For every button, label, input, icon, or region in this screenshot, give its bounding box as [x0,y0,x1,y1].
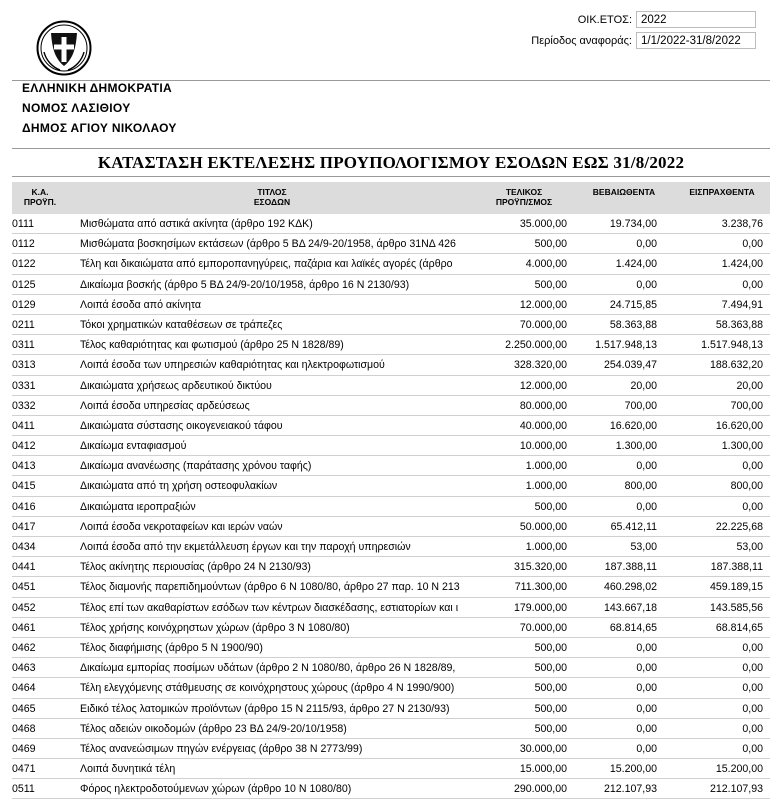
row-budget: 500,00 [534,662,567,675]
report-title: ΚΑΤΑΣΤΑΣΗ ΕΚΤΕΛΕΣΗΣ ΠΡΟΥΠΟΛΟΓΙΣΜΟΥ ΕΣΟΔΩΝ ΕΩΣ 31/8/2022 [97,153,685,172]
row-certified: 143.667,18 [603,601,657,614]
row-title: Δικαίωμα εμπορίας ποσίμων υδάτων (άρθρο 2 Ν 1080/80, άρθρο 26 Ν 1828/89, [80,662,456,675]
row-budget: 2.250.000,00 [505,339,567,352]
row-budget: 711.300,00 [514,581,567,594]
row-collected: 53,00 [736,541,763,553]
table-row [0,537,782,557]
table-row [0,315,782,335]
row-title: Τέλος χρήσης κοινόχρηστων χώρων (άρθρο 3 Ν 1080/80) [80,621,350,634]
table-row [0,376,782,396]
row-code: 0465 [12,702,36,715]
table-row [0,618,782,638]
period-label: Περίοδος αναφοράς: [531,35,632,47]
row-collected: 22.225,68 [715,520,763,533]
row-code: 0112 [12,238,35,251]
row-code: 0511 [12,783,35,796]
row-code: 0464 [12,682,36,695]
row-collected: 0,00 [742,682,763,695]
row-budget: 30.000,00 [519,742,567,755]
row-title: Τέλος επί των ακαθαρίστων εσόδων των κέντρων διασκέδασης, εστιατορίων και ι [80,601,459,614]
row-certified: 0,00 [636,460,657,473]
row-code: 0463 [12,662,36,675]
col-header-certified: ΒΕΒΑΙΩΘΕΝΤΑ [592,187,656,197]
row-title: Δικαίωμα ενταφιασμού [80,440,187,453]
row-title: Τέλος καθαριότητας και φωτισμού (άρθρο 25 Ν 1828/89) [80,339,344,352]
row-budget: 50.000,00 [519,520,567,533]
row-budget: 500,00 [534,500,567,513]
row-budget: 12.000,00 [519,298,567,311]
table-row [0,598,782,618]
row-code: 0462 [12,641,36,654]
row-title: Δικαίωμα βοσκής (άρθρο 5 ΒΔ 24/9-20/10/1958, άρθρο 16 Ν 2130/93) [80,278,410,291]
row-title: Δικαιώματα ιεροπραξιών [80,500,196,513]
row-code: 0461 [12,621,36,634]
row-collected: 800,00 [730,480,763,493]
table-row [0,234,782,254]
row-certified: 1.300,00 [615,440,657,453]
row-title: Μισθώματα από αστικά ακίνητα (άρθρο 192 ΚΔΚ) [80,218,313,230]
row-title: Τέλος ανανεώσιμων πηγών ενέργειας (άρθρο 38 Ν 2773/99) [80,742,363,755]
revenue-table-body [0,214,782,799]
row-code: 0434 [12,541,36,553]
row-certified: 212.107,93 [603,783,657,796]
row-collected: 0,00 [742,238,763,251]
issuer-municipality: ΔΗΜΟΣ ΑΓΙΟΥ ΝΙΚΟΛΑΟΥ [22,121,177,135]
table-row [0,396,782,416]
row-certified: 15.200,00 [609,763,657,776]
row-certified: 800,00 [624,480,657,493]
row-certified: 1.517.948,13 [595,339,657,352]
row-collected: 16.620,00 [715,419,763,432]
row-certified: 20,00 [630,379,657,392]
row-code: 0129 [12,298,36,311]
row-collected: 0,00 [742,742,763,755]
row-collected: 15.200,00 [715,763,763,776]
row-title: Τόκοι χρηματικών καταθέσεων σε τράπεζες [80,318,283,331]
row-budget: 290.000,00 [513,783,567,796]
table-row [0,577,782,597]
row-budget: 1.000,00 [525,460,567,473]
row-budget: 328.320,00 [513,359,567,372]
row-certified: 68.814,65 [609,621,657,634]
table-row [0,658,782,678]
row-collected: 20,00 [736,379,763,392]
row-title: Ειδικό τέλος λατομικών προϊόντων (άρθρο 15 Ν 2115/93, άρθρο 27 Ν 2130/93) [80,702,450,715]
row-code: 0451 [12,581,36,594]
table-row [0,456,782,476]
row-title: Λοιπά έσοδα υπηρεσίας αρδεύσεως [80,399,250,412]
row-budget: 1.000,00 [525,541,567,553]
row-certified: 460.298,02 [603,581,657,594]
table-row [0,295,782,315]
row-code: 0111 [12,218,34,230]
row-certified: 700,00 [624,399,657,412]
row-certified: 19.734,00 [609,218,657,230]
table-row [0,275,782,295]
table-row [0,759,782,779]
row-budget: 40.000,00 [519,419,567,432]
fiscal-year-label: ΟΙΚ.ΕΤΟΣ: [577,14,632,26]
row-certified: 53,00 [630,541,657,553]
row-certified: 0,00 [636,702,657,715]
row-certified: 16.620,00 [609,419,657,432]
issuer-prefecture: ΝΟΜΟΣ ΛΑΣΙΘΙΟΥ [22,101,131,115]
table-row [0,557,782,577]
row-certified: 187.388,11 [604,561,657,574]
row-title: Λοιπά δυνητικά τέλη [80,763,176,776]
row-code: 0331 [12,379,36,392]
table-row [0,638,782,658]
table-row [0,355,782,375]
row-code: 0122 [12,258,36,271]
fiscal-year-row [520,11,780,29]
table-row [0,739,782,759]
row-budget: 500,00 [534,641,567,654]
row-code: 0125 [12,278,36,291]
row-budget: 35.000,00 [519,218,567,230]
row-certified: 0,00 [636,641,657,654]
row-budget: 12.000,00 [519,379,567,392]
row-budget: 70.000,00 [519,621,567,634]
row-code: 0452 [12,601,36,614]
fiscal-year-field: 2022 [636,11,756,28]
row-collected: 3.238,76 [721,218,763,230]
row-certified: 0,00 [636,238,657,251]
row-collected: 0,00 [742,460,763,473]
row-code: 0471 [12,763,36,776]
row-budget: 4.000,00 [525,258,567,271]
row-budget: 10.000,00 [519,440,567,453]
row-certified: 1.424,00 [615,258,657,271]
table-header [12,182,770,214]
row-collected: 0,00 [742,702,763,715]
row-code: 0311 [12,339,35,352]
table-row [0,436,782,456]
row-collected: 1.517.948,13 [701,339,763,352]
row-title: Λοιπά έσοδα από ακίνητα [80,298,202,311]
row-collected: 0,00 [742,662,763,675]
row-title: Δικαίωμα ανανέωσης (παράτασης χρόνου ταφής) [80,460,312,473]
row-certified: 65.412,11 [610,520,657,533]
row-collected: 188.632,20 [709,359,763,372]
table-row [0,678,782,698]
row-collected: 700,00 [730,399,763,412]
issuer-country: ΕΛΛΗΝΙΚΗ ΔΗΜΟΚΡΑΤΙΑ [22,81,172,95]
row-certified: 0,00 [636,682,657,695]
row-title: Μισθώματα βοσκησίμων εκτάσεων (άρθρο 5 ΒΔ 24/9-20/1958, άρθρο 31ΝΔ 426 [80,238,456,251]
table-row [0,254,782,274]
row-budget: 500,00 [534,278,567,291]
row-collected: 0,00 [742,278,763,291]
row-budget: 15.000,00 [519,763,567,776]
greek-coat-of-arms-emblem [36,20,92,76]
row-code: 0411 [12,419,35,432]
row-budget: 80.000,00 [519,399,567,412]
period-row [520,32,780,50]
row-budget: 179.000,00 [513,601,567,614]
row-title: Τέλος διαμονής παρεπιδημούντων (άρθρο 6 Ν 1080/80, άρθρο 27 παρ. 10 Ν 213 [80,581,460,594]
row-code: 0441 [12,561,36,574]
row-certified: 0,00 [636,500,657,513]
row-budget: 500,00 [534,702,567,715]
row-code: 0313 [12,359,36,372]
row-budget: 500,00 [534,238,567,251]
table-row [0,476,782,496]
table-row [0,497,782,517]
row-title: Τέλος αδειών οικοδομών (άρθρο 23 ΒΔ 24/9-20/10/1958) [80,722,347,735]
row-code: 0211 [12,318,35,331]
row-title: Τέλη ελεγχόμενης στάθμευσης σε κοινόχρηστους χώρους (άρθρο 4 Ν 1990/900) [80,682,455,695]
row-certified: 254.039,47 [603,359,657,372]
issuer-bottom-rule [12,148,770,149]
row-title: Τέλος ακίνητης περιουσίας (άρθρο 24 Ν 2130/93) [80,561,311,574]
row-collected: 68.814,65 [715,621,763,634]
row-certified: 0,00 [636,662,657,675]
row-code: 0417 [12,520,36,533]
row-code: 0332 [12,399,36,412]
row-title: Λοιπά έσοδα νεκροταφείων και ιερών ναών [80,520,283,533]
row-collected: 0,00 [742,641,763,654]
period-field: 1/1/2022-31/8/2022 [636,32,756,49]
col-header-collected: ΕΙΣΠΡΑΧΘΕΝΤΑ [689,187,755,197]
table-row [0,699,782,719]
row-budget: 500,00 [534,722,567,735]
row-collected: 0,00 [742,722,763,735]
row-code: 0413 [12,460,36,473]
table-row [0,779,782,799]
row-title: Τέλη και δικαιώματα από εμποροπανηγύρεις, παζάρια και λαϊκές αγορές (άρθρο [80,258,453,271]
row-budget: 70.000,00 [519,318,567,331]
row-title: Φόρος ηλεκτροδοτούμενων χώρων (άρθρο 10 Ν 1080/80) [80,783,352,796]
col-header-code: Κ.Α. ΠΡΟΫΠ. [23,187,57,207]
row-budget: 315.320,00 [513,561,567,574]
row-title: Δικαιώματα από τη χρήση οστεοφυλακίων [80,480,278,493]
table-row [0,416,782,436]
row-collected: 7.494,91 [721,298,763,311]
row-collected: 1.300,00 [721,440,763,453]
row-title: Λοιπά έσοδα από την εκμετάλλευση έργων και την παροχή υπηρεσιών [80,541,411,553]
row-collected: 1.424,00 [721,258,763,271]
table-row [0,214,782,234]
row-code: 0469 [12,742,36,755]
row-title: Δικαιώματα χρήσεως αρδευτικού δικτύου [80,379,272,392]
row-collected: 212.107,93 [709,783,763,796]
row-collected: 187.388,11 [710,561,763,574]
row-collected: 0,00 [742,500,763,513]
row-budget: 1.000,00 [525,480,567,493]
row-title: Λοιπά έσοδα των υπηρεσιών καθαριότητας και ηλεκτροφωτισμού [80,359,385,372]
row-budget: 500,00 [534,682,567,695]
row-collected: 143.585,56 [709,601,763,614]
table-row [0,517,782,537]
col-header-title: ΤΙΤΛΟΣ ΕΣΟΔΩΝ [253,187,291,207]
row-certified: 0,00 [636,278,657,291]
row-code: 0416 [12,500,36,513]
row-collected: 459.189,15 [709,581,763,594]
row-title: Τέλος διαφήμισης (άρθρο 5 Ν 1900/90) [80,641,263,654]
title-rule [12,176,770,177]
col-header-budget: ΤΕΛΙΚΟΣ ΠΡΟΫΠ/ΣΜΟΣ [495,187,553,207]
row-certified: 0,00 [636,742,657,755]
row-certified: 0,00 [636,722,657,735]
row-code: 0468 [12,722,36,735]
row-certified: 58.363,88 [609,318,657,331]
row-collected: 58.363,88 [715,318,763,331]
row-code: 0412 [12,440,36,453]
row-certified: 24.715,85 [609,298,657,311]
table-row [0,719,782,739]
row-code: 0415 [12,480,36,493]
table-row [0,335,782,355]
row-title: Δικαιώματα σύστασης οικογενειακού τάφου [80,419,283,432]
